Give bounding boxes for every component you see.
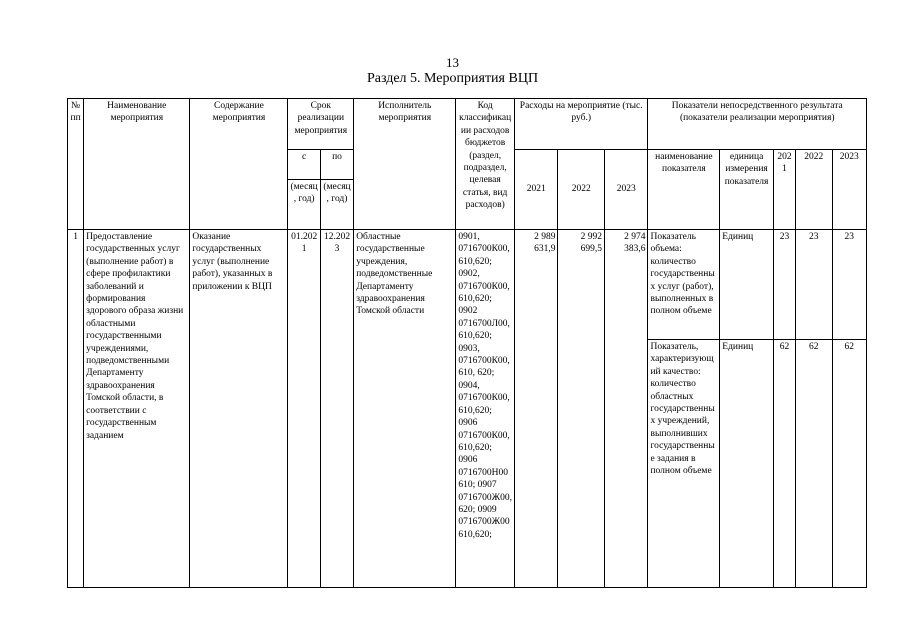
indicator-2021: 23 <box>773 230 795 340</box>
row-expense-2022: 2 992 699,5 <box>558 230 605 588</box>
header-year-2022: 2022 <box>558 150 605 230</box>
row-expense-2023: 2 974 383,6 <box>604 230 647 588</box>
indicator-2023: 62 <box>832 340 867 588</box>
header-code: Код классификации расходов бюджетов (раздел, подраздел, целевая статья, вид расходов) <box>456 99 515 230</box>
indicator-unit: Единиц <box>720 340 774 588</box>
header-indicator-2022: 2022 <box>796 150 832 230</box>
section-title: Раздел 5. Мероприятия ВЦП <box>366 71 539 86</box>
row-code: 0901, 0716700К00, 610,620; 0902, 0716700К00, 610,620; 0902 0716700Л00, 610,620; 0903, 0716700К00, 610, 620; 0904, 0716700К00, 610,620; 0906 0716700К00, 610,620; 0906 0716700Н00 610; 0907 0716700Ж00, 620; 0909 0716700Ж00 610,620; <box>456 230 515 588</box>
header-indicator-name: наименование показателя <box>648 150 720 230</box>
header-term-unit-to: (месяц, год) <box>320 180 353 230</box>
header-term-to: по <box>320 150 353 180</box>
indicator-2022: 23 <box>796 230 832 340</box>
indicator-2021: 62 <box>773 340 795 588</box>
row-content: Оказание государственных услуг (выполнение работ), указанных в приложении к ВЦП <box>190 230 288 588</box>
header-term-unit-from: (месяц, год) <box>288 180 320 230</box>
header-indicator-2021: 2021 <box>773 150 795 230</box>
header-content: Содержание мероприятия <box>190 99 288 230</box>
header-indicators: Показатели непосредственного результата (показатели реализации мероприятия) <box>648 99 867 150</box>
header-expenses: Расходы на мероприятие (тыс. руб.) <box>514 99 647 150</box>
row-num: 1 <box>68 230 84 588</box>
indicator-2023: 23 <box>832 230 867 340</box>
indicator-2022: 62 <box>796 340 832 588</box>
row-to: 12.2023 <box>320 230 353 588</box>
header-indicator-2023: 2023 <box>832 150 867 230</box>
row-name: Предоставление государственных услуг (выполнение работ) в сфере профилактики заболеваний и формирования здорового образа жизни областными государственными учреждениями, подведомственными Департаменту здравоохранения Томской области, в соответствии с государственным заданием <box>84 230 190 588</box>
measures-table <box>67 98 867 588</box>
page-number: 13 <box>446 55 459 70</box>
header-executor: Исполнитель мероприятия <box>354 99 456 230</box>
header-year-2023: 2023 <box>604 150 647 230</box>
indicator-name: Показатель объема: количество государственных услуг (работ), выполненных в полном объеме <box>648 230 720 340</box>
indicator-unit: Единиц <box>720 230 774 340</box>
header-name: Наименование мероприятия <box>84 99 190 230</box>
header-year-2021: 2021 <box>514 150 557 230</box>
row-executor: Областные государственные учреждения, подведомственные Департаменту здравоохранения Томской области <box>354 230 456 588</box>
header-term: Срок реализации мероприятия <box>288 99 354 150</box>
row-from: 01.2021 <box>288 230 320 588</box>
row-expense-2021: 2 989 631,9 <box>514 230 557 588</box>
indicator-name: Показатель, характеризующий качество: количество областных государственных учреждений, выполнивших государственные задания в полном объеме <box>648 340 720 588</box>
header-num: № пп <box>68 99 84 230</box>
header-indicator-unit: единица измерения показателя <box>720 150 774 230</box>
header-term-from: с <box>288 150 320 180</box>
